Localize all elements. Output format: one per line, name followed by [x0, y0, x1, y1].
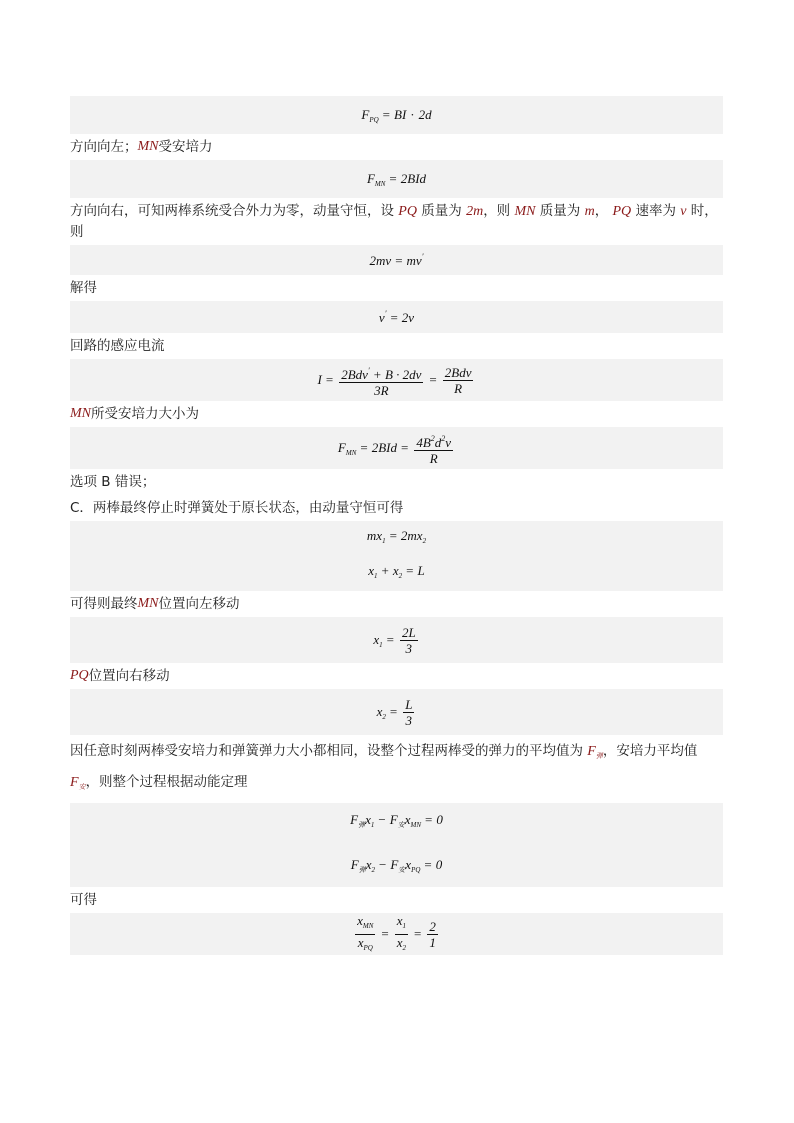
text-mn-force: MN 所受安培力大小为	[70, 406, 199, 422]
text-get: 可得	[70, 892, 97, 908]
text-current: 回路的感应电流	[70, 338, 165, 354]
equation-x1: $x_1$ = $\frac{2L}{3}$	[70, 617, 723, 663]
text-option-c: C．两棒最终停止时弹簧处于原长状态，由动量守恒可得	[70, 500, 404, 516]
text-solve: 解得	[70, 280, 97, 296]
text-momentum-setup: 方向向右，可知两棒系统受合外力为零，动量守恒，设 PQ 质量为 2m，则 MN 质量为 m， PQ 速率为 v 时， 则	[70, 203, 718, 240]
equation-fpq: $F_{PQ}$ = BI · 2d	[70, 96, 723, 134]
equation-mx: $mx_1 = 2mx_2$	[70, 521, 723, 551]
solution-content	[70, 96, 723, 955]
equation-energy: $F_弹x_1 - F_安x_{MN} = 0$ $F_弹x_2 - F_安x_{PQ} = 0$	[70, 803, 723, 887]
equation-current: I = $\frac{2Bdv' + B \cdot 2dv}{3R}$ = $\frac{\text{2Bdv}}{R}$	[70, 359, 723, 401]
equation-x2: $x_2$ = $\frac{L}{3}$	[70, 689, 723, 735]
equation-fmn: $F_{MN} = 2BId$	[70, 160, 723, 198]
text-direction-left: 方向向左； MN 受安培力	[70, 139, 213, 155]
equation-ratio: $\frac{x_{MN}}{x_{PQ}}$ = $\frac{x_1}{x_2}$ = $\frac{2}{1}$	[70, 913, 723, 955]
equation-momentum: 2mv = mv′	[70, 245, 723, 275]
text-option-b: 选项 B 错误；	[70, 474, 156, 490]
text-mn-move: 可得则最终 MN 位置向左移动	[70, 596, 240, 612]
equation-mn-force: $F_{MN} = 2BId$ = $\frac{4B^2d^2v}{R}$	[70, 427, 723, 469]
equation-sum: $x_1 + x_2 = L$	[70, 551, 723, 591]
text-pq-move: PQ 位置向右移动	[70, 668, 170, 684]
text-average-force: 因任意时刻两棒受安培力和弹簧弹力大小都相同，设整个过程两棒受的弹力的平均值为 $F_弹$，安培力平均值 $F_安$，则整个过程根据动能定理	[70, 743, 698, 791]
equation-vprime: v′ = 2v	[70, 301, 723, 333]
